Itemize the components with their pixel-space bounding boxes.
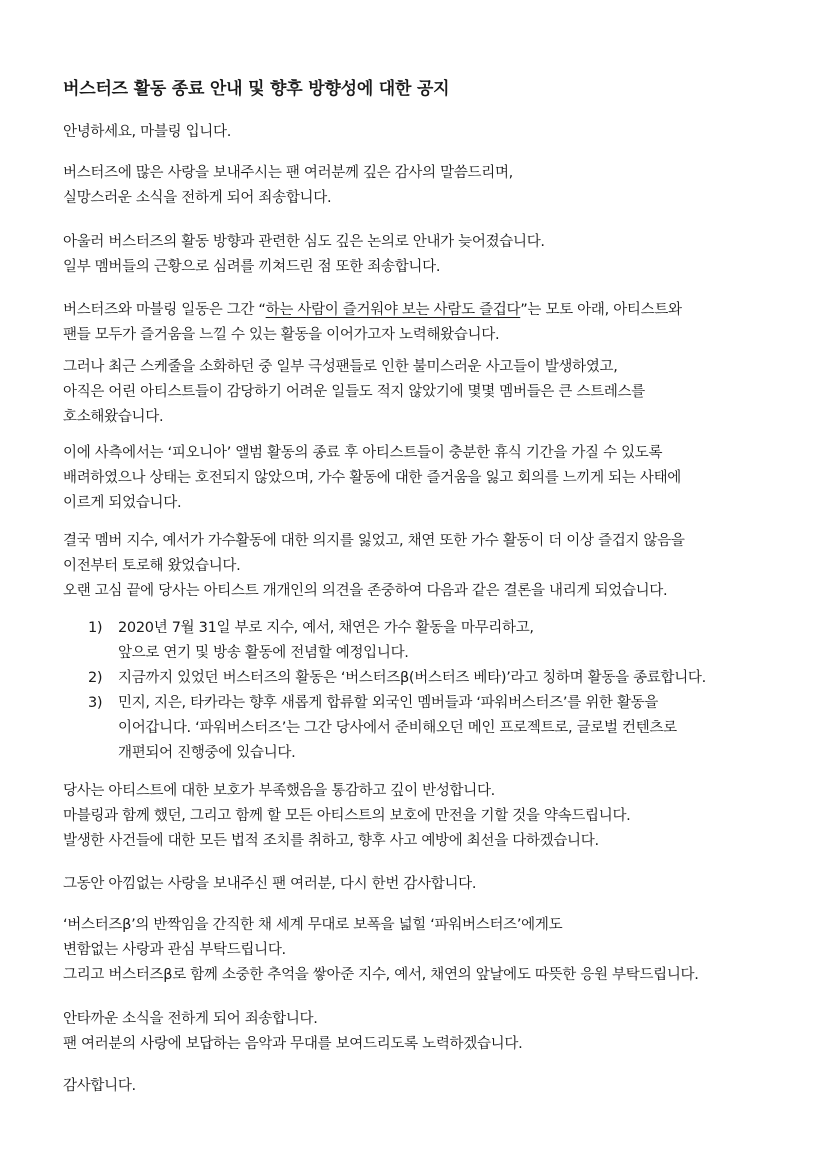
paragraph-incidents bbox=[63, 355, 765, 430]
notice-title: 버스터즈 활동 종료 안내 및 향후 방향성에 대한 공지 bbox=[63, 79, 450, 99]
paragraph-gratitude bbox=[63, 872, 765, 897]
list-item-text bbox=[118, 616, 765, 666]
list-item bbox=[88, 666, 765, 691]
paragraph-motto bbox=[63, 298, 765, 348]
motto-after: ”는 모토 아래, 아티스트와 bbox=[520, 302, 682, 318]
list-item bbox=[88, 691, 765, 766]
paragraph-line: ‘버스터즈β’의 반짝임을 간직한 채 세계 무대로 보폭을 넓힐 ‘파워버스터즈’에게도 bbox=[63, 917, 563, 933]
list-item-line: 지금까지 있었던 버스터즈의 활동은 ‘버스터즈β(버스터즈 베타)’라고 칭하며 활동을 종료합니다. bbox=[118, 670, 706, 686]
paragraph-line: 버스터즈에 많은 사랑을 보내주시는 팬 여러분께 깊은 감사의 말씀드리며, bbox=[63, 165, 513, 181]
paragraph-line: 결국 멤버 지수, 예서가 가수활동에 대한 의지를 잃었고, 채연 또한 가수 활동이 더 이상 즐겁지 않음을 bbox=[63, 533, 685, 549]
closing bbox=[63, 1074, 765, 1099]
closing-line: 감사합니다. bbox=[63, 1078, 136, 1094]
motto-underlined: 하는 사람이 즐거워야 보는 사람도 즐겁다 bbox=[265, 302, 521, 318]
list-item-text bbox=[118, 666, 765, 691]
paragraph-delay-apology bbox=[63, 230, 765, 280]
paragraph-decision bbox=[63, 529, 765, 604]
paragraph-line: 실망스러운 소식을 전하게 되어 죄송합니다. bbox=[63, 190, 332, 206]
paragraph-support-request bbox=[63, 913, 765, 988]
list-item-line: 개편되어 진행중에 있습니다. bbox=[118, 745, 296, 761]
paragraph-line: 팬 여러분의 사랑에 보답하는 음악과 무대를 보여드리도록 노력하겠습니다. bbox=[63, 1036, 523, 1052]
paragraph-line: 안타까운 소식을 전하게 되어 죄송합니다. bbox=[63, 1011, 318, 1027]
paragraph-line: 아울러 버스터즈의 활동 방향과 관련한 심도 깊은 논의로 안내가 늦어졌습니다. bbox=[63, 234, 545, 250]
motto-before: 버스터즈와 마블링 일동은 그간 “ bbox=[63, 302, 266, 318]
list-item-line: 민지, 지은, 타카라는 향후 새롭게 합류할 외국인 멤버들과 ‘파워버스터즈’를 위한 활동을 bbox=[118, 695, 659, 711]
paragraph-thanks bbox=[63, 161, 765, 211]
paragraph-line: 변함없는 사랑과 관심 부탁드립니다. bbox=[63, 942, 286, 958]
paragraph-reflection bbox=[63, 779, 765, 854]
list-item-text bbox=[118, 691, 765, 766]
paragraph-line: 그러나 최근 스케줄을 소화하던 중 일부 극성팬들로 인한 불미스러운 사고들이 발생하였고, bbox=[63, 359, 618, 375]
paragraph-line: 이에 사측에서는 ‘피오니아’ 앨범 활동의 종료 후 아티스트들이 충분한 휴식 기간을 가질 수 있도록 bbox=[63, 445, 663, 461]
paragraph-line: 그동안 아낌없는 사랑을 보내주신 팬 여러분, 다시 한번 감사합니다. bbox=[63, 876, 477, 892]
list-item-line: 2020년 7월 31일 부로 지수, 예서, 채연은 가수 활동을 마무리하고, bbox=[118, 620, 534, 636]
list-item-number: 1) bbox=[88, 620, 103, 636]
greeting-line: 안녕하세요, 마블링 입니다. bbox=[63, 124, 232, 140]
paragraph-line: 이르게 되었습니다. bbox=[63, 495, 182, 511]
paragraph-rest-period bbox=[63, 441, 765, 516]
paragraph-line: 당사는 아티스트에 대한 보호가 부족했음을 통감하고 깊이 반성합니다. bbox=[63, 783, 495, 799]
paragraph-line: 그리고 버스터즈β로 함께 소중한 추억을 쌓아준 지수, 예서, 채연의 앞날에도 따뜻한 응원 부탁드립니다. bbox=[63, 967, 699, 983]
list-item-number: 2) bbox=[88, 670, 103, 686]
paragraph-line bbox=[63, 298, 765, 323]
paragraph-line: 이전부터 토로해 왔었습니다. bbox=[63, 558, 241, 574]
paragraph-line: 아직은 어린 아티스트들이 감당하기 어려운 일들도 적지 않았기에 몇몇 멤버들은 큰 스트레스를 bbox=[63, 384, 645, 400]
list-item-line: 이어갑니다. ‘파워버스터즈’는 그간 당사에서 준비해오던 메인 프로젝트로, 글로벌 컨텐츠로 bbox=[118, 720, 677, 736]
paragraph-final-apology bbox=[63, 1007, 765, 1057]
paragraph-line: 팬들 모두가 즐거움을 느낄 수 있는 활동을 이어가고자 노력해왔습니다. bbox=[63, 327, 500, 343]
paragraph-line: 오랜 고심 끝에 당사는 아티스트 개개인의 의견을 존중하여 다음과 같은 결론을 내리게 되었습니다. bbox=[63, 583, 668, 599]
paragraph-line: 마블링과 함께 했던, 그리고 함께 할 모든 아티스트의 보호에 만전을 기할 것을 약속드립니다. bbox=[63, 808, 631, 824]
list-item-line: 앞으로 연기 및 방송 활동에 전념할 예정입니다. bbox=[118, 645, 409, 661]
paragraph-line: 일부 멤버들의 근황으로 심려를 끼쳐드린 점 또한 죄송합니다. bbox=[63, 259, 441, 275]
decision-list bbox=[88, 616, 765, 766]
list-item-number: 3) bbox=[88, 695, 103, 711]
paragraph-line: 호소해왔습니다. bbox=[63, 409, 164, 425]
greeting bbox=[63, 120, 765, 145]
paragraph-line: 배려하였으나 상태는 호전되지 않았으며, 가수 활동에 대한 즐거움을 잃고 회의를 느끼게 되는 사태에 bbox=[63, 470, 682, 486]
paragraph-line: 발생한 사건들에 대한 모든 법적 조치를 취하고, 향후 사고 예방에 최선을 다하겠습니다. bbox=[63, 833, 599, 849]
list-item bbox=[88, 616, 765, 666]
